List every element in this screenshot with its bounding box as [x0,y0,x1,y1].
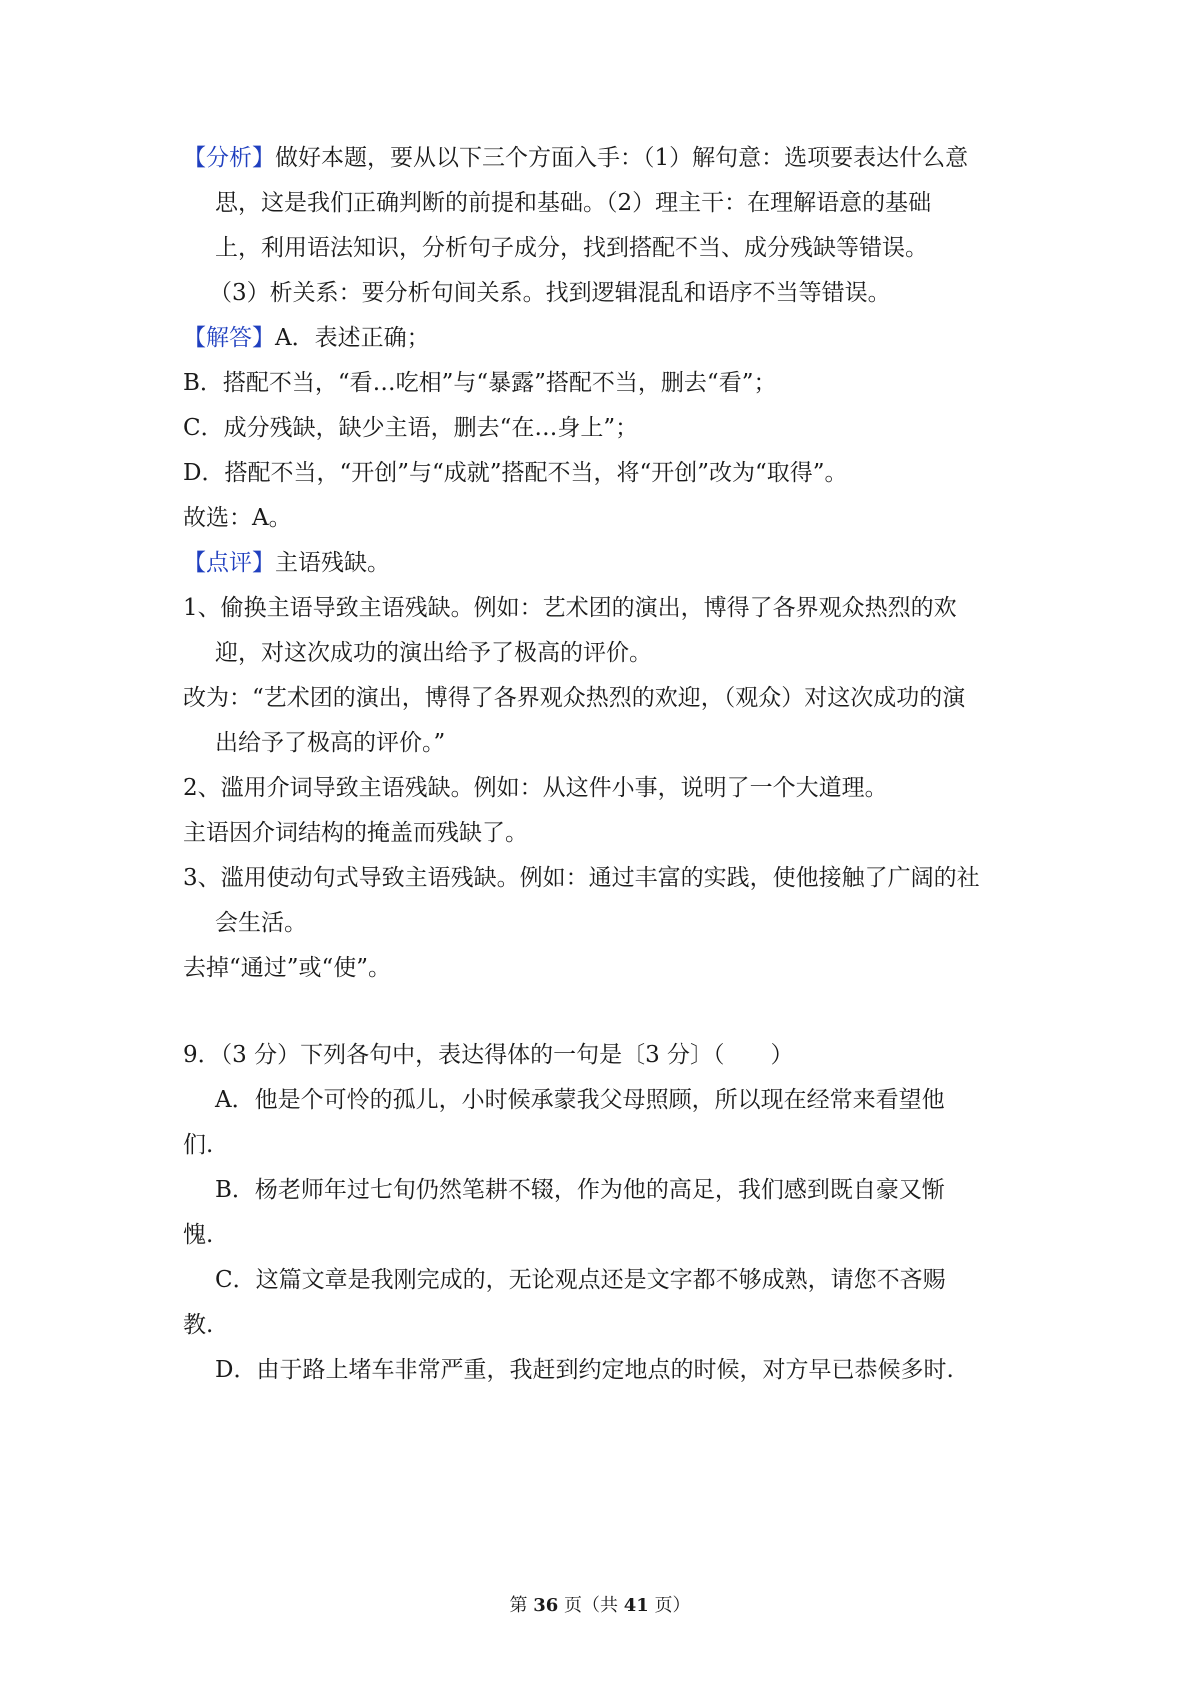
comment-point-2-line-1: 2、滥用介词导致主语残缺。例如：从这件小事，说明了一个大道理。 [183,775,888,801]
question-9-option-d: D．由于路上堵车非常严重，我赶到约定地点的时候，对方早已恭候多时. [215,1357,954,1383]
footer-suffix: 页） [654,1595,691,1616]
answer-option-c: C．成分残缺，缺少主语，删去“在…身上”； [183,415,639,441]
comment-point-1-line-2: 迎，对这次成功的演出给予了极高的评价。 [215,640,652,666]
analysis-tag: 【分析】 [183,145,275,171]
footer-prefix: 第 [509,1595,528,1616]
footer-total-pages: 41 [623,1595,649,1616]
analysis-line-1 [0,141,1200,175]
answer-option-a: A．表述正确； [275,325,430,351]
footer-page-number: 36 [533,1595,559,1616]
question-9-option-a-line-2: 们. [183,1132,214,1158]
page-footer [0,1594,1200,1618]
analysis-line-3: 上，利用语法知识，分析句子成分，找到搭配不当、成分残缺等错误。 [215,235,928,261]
analysis-line-2: 思，这是我们正确判断的前提和基础。（2）理主干：在理解语意的基础 [215,190,932,216]
question-9-option-a-line-1: A．他是个可怜的孤儿，小时候承蒙我父母照顾，所以现在经常来看望他 [215,1087,945,1113]
comment-point-3-line-1: 3、滥用使动句式导致主语残缺。例如：通过丰富的实践，使他接触了广阔的社 [183,865,980,891]
question-9-option-b-line-1: B．杨老师年过七旬仍然笔耕不辍，作为他的高足，我们感到既自豪又惭 [215,1177,945,1203]
comment-tag: 【点评】 [183,550,275,576]
answer-option-b: B．搭配不当，“看…吃相”与“暴露”搭配不当，删去“看”； [183,370,777,396]
analysis-line-4: （3）析关系：要分析句间关系。找到逻辑混乱和语序不当等错误。 [209,280,891,306]
answer-choice: 故选：A。 [183,505,292,531]
question-9-option-c-line-2: 教. [183,1312,214,1338]
comment-point-1-line-1: 1、偷换主语导致主语残缺。例如：艺术团的演出，博得了各界观众热烈的欢 [183,595,957,621]
comment-point-1-fix-line-1: 改为：“艺术团的演出，博得了各界观众热烈的欢迎，（观众）对这次成功的演 [183,685,966,711]
comment-title-line [0,546,1200,580]
answer-option-d: D．搭配不当，“开创”与“成就”搭配不当，将“开创”改为“取得”。 [183,460,848,486]
footer-middle: 页（共 [564,1595,618,1616]
answer-line-a [0,321,1200,355]
answer-tag: 【解答】 [183,325,275,351]
comment-title: 主语残缺。 [275,550,390,576]
question-9-stem: 9．（3 分）下列各句中，表达得体的一句是〔3 分〕（ ） [183,1042,794,1068]
comment-point-3-line-2: 会生活。 [215,910,307,936]
comment-point-2-line-2: 主语因介词结构的掩盖而残缺了。 [183,820,528,846]
comment-point-3-fix: 去掉“通过”或“使”。 [183,955,392,981]
analysis-text-1: 做好本题，要从以下三个方面入手：（1）解句意：选项要表达什么意 [275,145,969,171]
question-9-option-c-line-1: C．这篇文章是我刚完成的，无论观点还是文字都不够成熟，请您不吝赐 [215,1267,946,1293]
comment-point-1-fix-line-2: 出给予了极高的评价。” [215,730,446,756]
question-9-option-b-line-2: 愧. [183,1222,214,1248]
